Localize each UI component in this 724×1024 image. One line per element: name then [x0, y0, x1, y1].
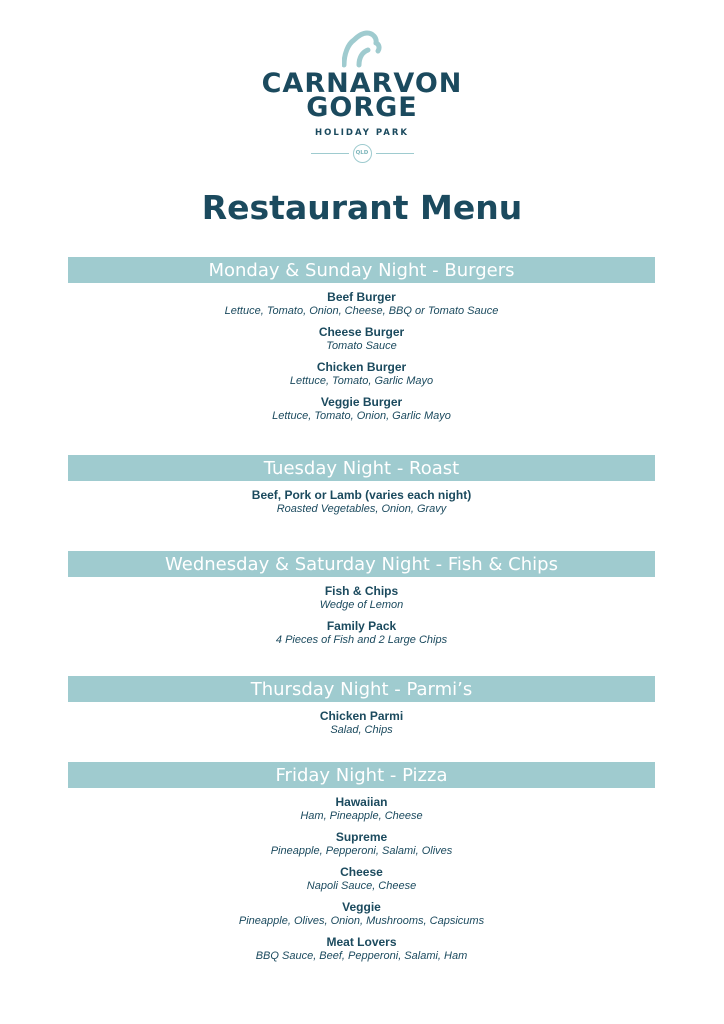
section-header: Friday Night - Pizza	[68, 762, 655, 788]
page-title: Restaurant Menu	[201, 188, 523, 227]
menu-item	[68, 584, 655, 612]
section-header: Tuesday Night - Roast	[68, 455, 655, 481]
menu-section-parmi	[68, 676, 655, 737]
menu-item	[68, 935, 655, 963]
section-header: Thursday Night - Parmi’s	[68, 676, 655, 702]
state-badge-row	[0, 144, 724, 163]
menu-item	[68, 865, 655, 893]
item-name: Cheese	[340, 865, 383, 879]
menu-item	[68, 325, 655, 353]
item-name: Hawaiian	[335, 795, 388, 809]
divider	[376, 153, 414, 154]
brand-name-line2: GORGE	[306, 92, 418, 123]
section-header: Monday & Sunday Night - Burgers	[68, 257, 655, 283]
item-name: Veggie	[342, 900, 381, 914]
item-name: Chicken Parmi	[319, 709, 404, 723]
menu-section-pizza	[68, 762, 655, 963]
item-name: Supreme	[335, 830, 388, 844]
item-description: Pineapple, Pepperoni, Salami, Olives	[270, 845, 453, 857]
item-name: Beef, Pork or Lamb (varies each night)	[251, 488, 472, 502]
menu-section-roast	[68, 455, 655, 516]
section-header: Wednesday & Saturday Night - Fish & Chips	[68, 551, 655, 577]
item-name: Veggie Burger	[320, 395, 403, 409]
mountain-cloud-icon	[342, 30, 382, 68]
menu-item	[68, 830, 655, 858]
item-description: BBQ Sauce, Beef, Pepperoni, Salami, Ham	[255, 950, 468, 962]
item-name: Beef Burger	[327, 290, 396, 304]
brand-subtitle: HOLIDAY PARK	[314, 128, 409, 138]
item-description: 4 Pieces of Fish and 2 Large Chips	[275, 634, 448, 646]
item-name: Meat Lovers	[326, 935, 397, 949]
menu-item	[68, 900, 655, 928]
item-name: Chicken Burger	[316, 360, 407, 374]
brand-name-line1: CARNARVON	[261, 68, 463, 99]
menu-section-fish-chips	[68, 551, 655, 647]
item-name: Family Pack	[326, 619, 397, 633]
menu-item	[68, 795, 655, 823]
item-description: Tomato Sauce	[326, 340, 397, 352]
menu-item	[68, 619, 655, 647]
item-description: Lettuce, Tomato, Onion, Garlic Mayo	[272, 410, 451, 422]
item-description: Napoli Sauce, Cheese	[306, 880, 417, 892]
item-description: Roasted Vegetables, Onion, Gravy	[276, 503, 447, 515]
item-description: Lettuce, Tomato, Garlic Mayo	[289, 375, 434, 387]
menu-item	[68, 488, 655, 516]
item-description: Wedge of Lemon	[319, 599, 404, 611]
item-name: Cheese Burger	[318, 325, 405, 339]
menu-section-burgers	[68, 257, 655, 423]
menu-item	[68, 290, 655, 318]
menu-item	[68, 395, 655, 423]
logo	[0, 30, 724, 163]
divider	[311, 153, 349, 154]
item-name: Fish & Chips	[324, 584, 399, 598]
menu-item	[68, 709, 655, 737]
item-description: Lettuce, Tomato, Onion, Cheese, BBQ or Tomato Sauce	[224, 305, 499, 317]
item-description: Salad, Chips	[330, 724, 393, 736]
menu-item	[68, 360, 655, 388]
item-description: Pineapple, Olives, Onion, Mushrooms, Capsicums	[238, 915, 485, 927]
item-description: Ham, Pineapple, Cheese	[300, 810, 423, 822]
state-badge: QLD	[353, 144, 372, 163]
